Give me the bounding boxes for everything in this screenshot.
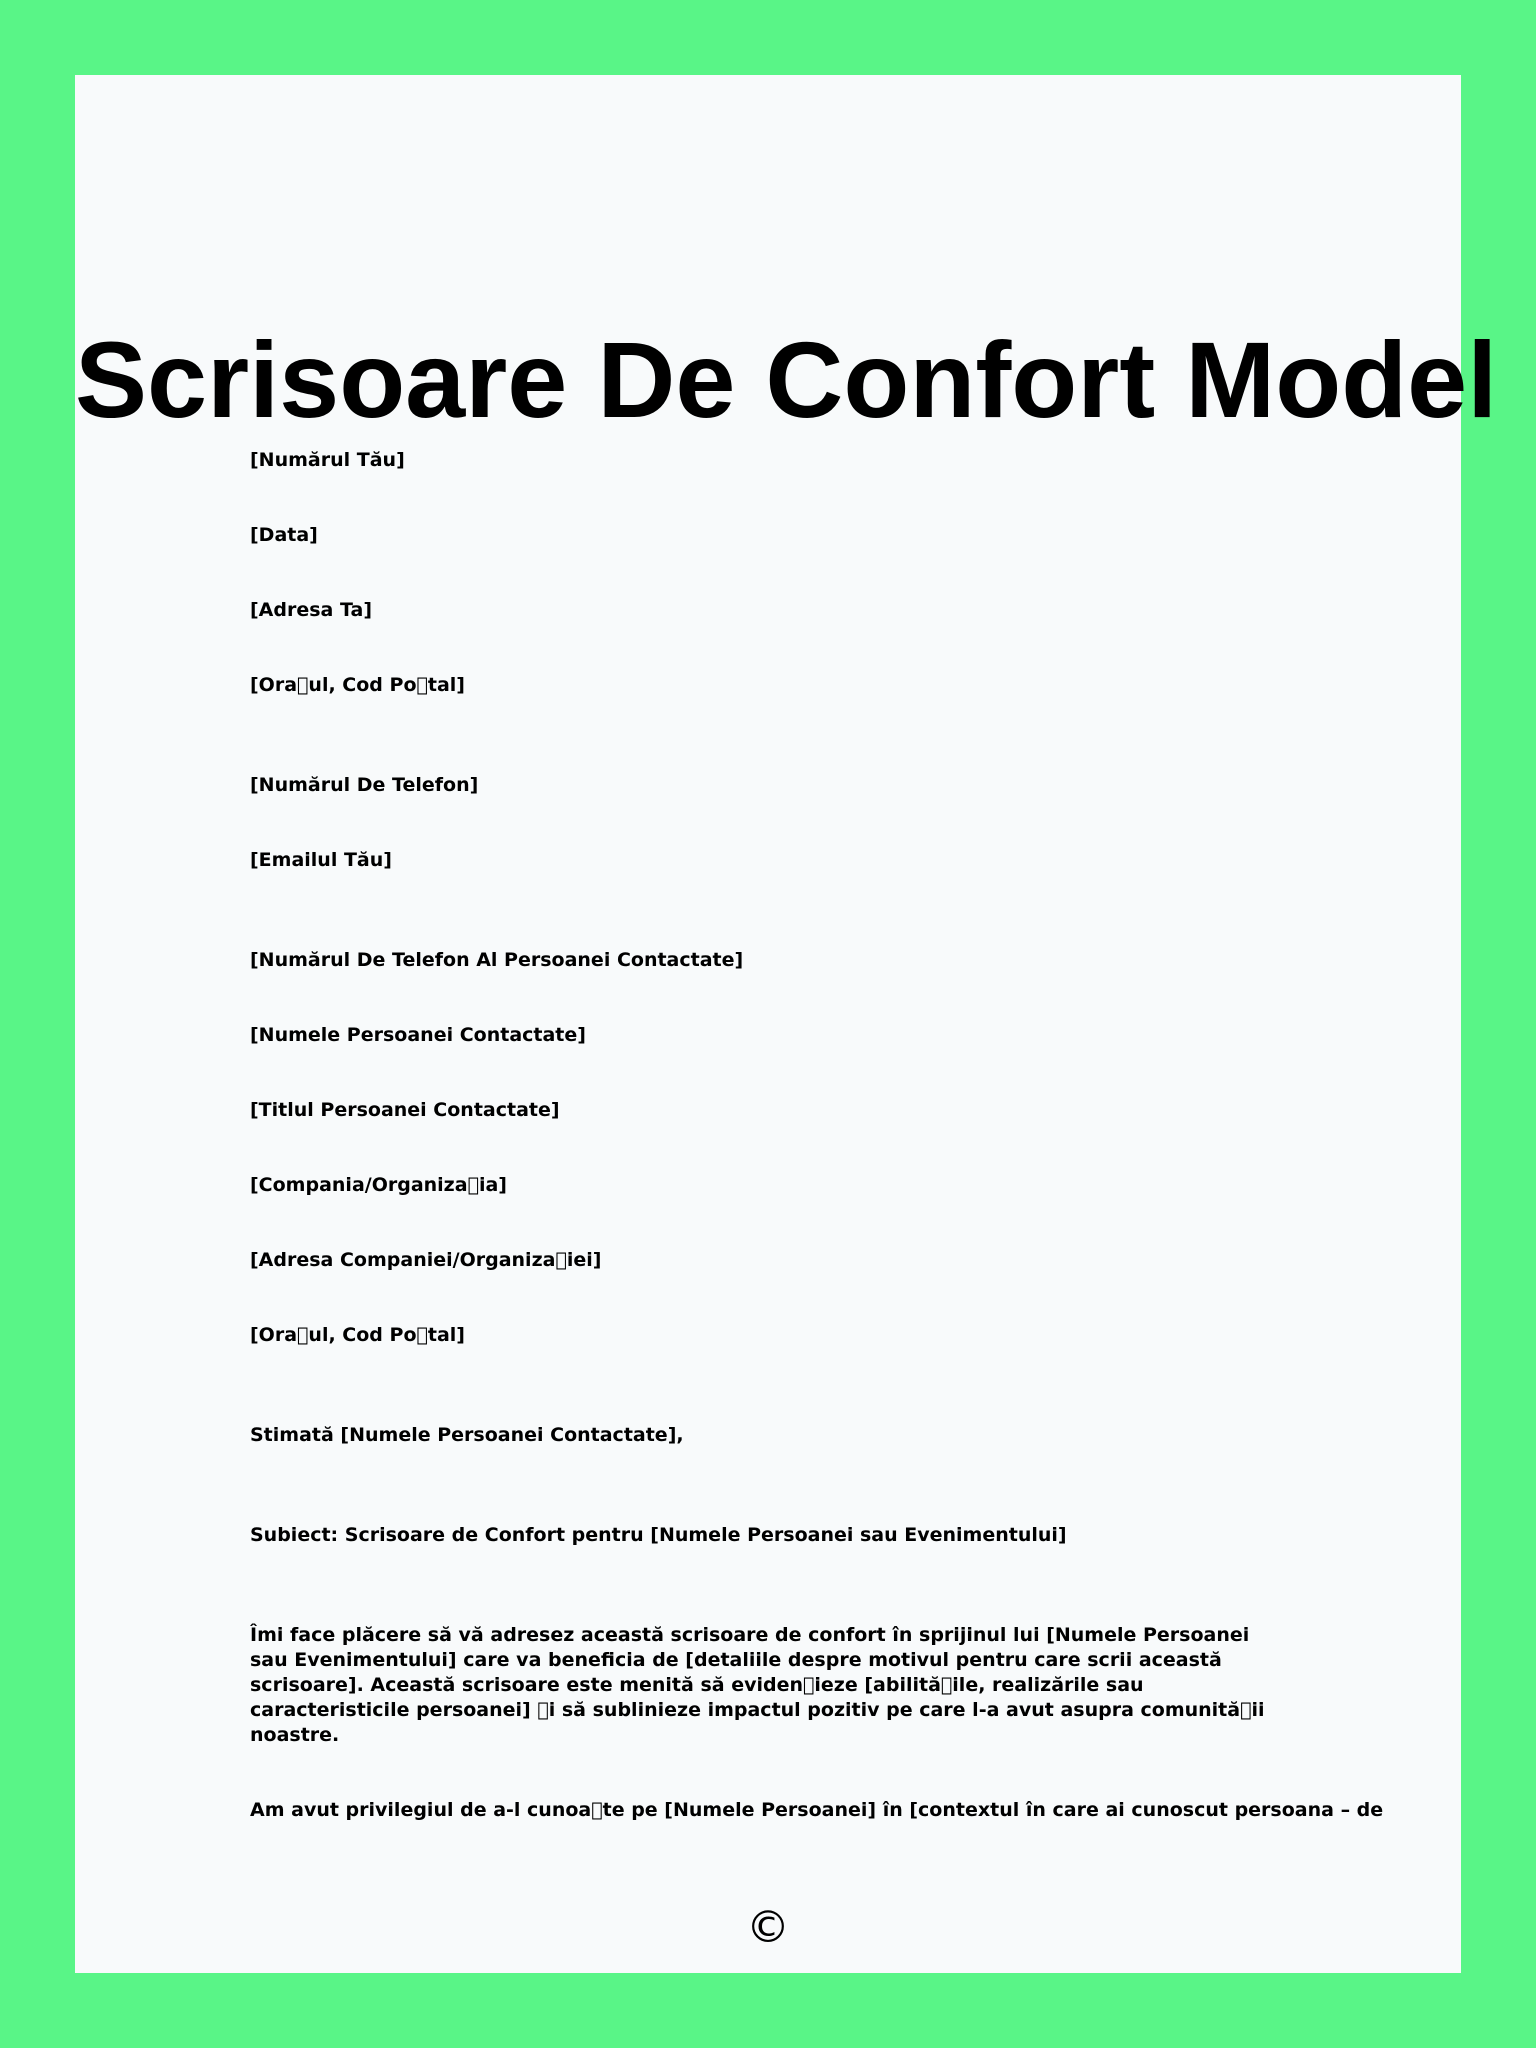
recipient-phone: [Numărul De Telefon Al Persoanei Contactate] bbox=[250, 949, 744, 971]
subject-line: Subiect: Scrisoare de Confort pentru [Numele Persoanei sau Evenimentului] bbox=[250, 1524, 1067, 1546]
sender-date: [Data] bbox=[250, 524, 318, 546]
recipient-company: [Compania/Organiza ia] bbox=[250, 1174, 507, 1196]
paragraph-intro: Îmi face plăcere să vă adresez această scrisoare de confort în sprijinul lui [Numele Persoanei sau Evenimentului] care va beneficia de [detaliile despre motivul pentru care scrii această scrisoare]. Această scrisoare este menită să eviden ieze [abilită ile, realizările sau caracteristicile persoanei]  i să sublinieze impactul pozitiv pe care l-a avut asupra comunită ii noastre. bbox=[250, 1624, 1265, 1746]
recipient-title: [Titlul Persoanei Contactate] bbox=[250, 1099, 560, 1121]
sender-address: [Adresa Ta] bbox=[250, 599, 373, 621]
document-title: Scrisoare De Confort Model bbox=[75, 319, 1498, 440]
sender-email: [Emailul Tău] bbox=[250, 849, 392, 871]
letter-page bbox=[75, 75, 1498, 1973]
salutation: Stimată [Numele Persoanei Contactate], bbox=[250, 1424, 684, 1446]
sender-phone: [Numărul De Telefon] bbox=[250, 774, 479, 796]
recipient-city-zip: [Ora ul, Cod Po tal] bbox=[250, 1324, 465, 1346]
sender-number: [Numărul Tău] bbox=[250, 449, 405, 471]
paragraph-acquaintance: Am avut privilegiul de a-l cunoa te pe [Numele Persoanei] în [contextul în care ai cunoscut persoana – de bbox=[250, 1799, 1384, 1821]
copyright-icon: © bbox=[746, 1902, 790, 1953]
recipient-company-address: [Adresa Companiei/Organiza iei] bbox=[250, 1249, 602, 1271]
recipient-name: [Numele Persoanei Contactate] bbox=[250, 1024, 586, 1046]
sender-city-zip: [Ora ul, Cod Po tal] bbox=[250, 674, 465, 696]
